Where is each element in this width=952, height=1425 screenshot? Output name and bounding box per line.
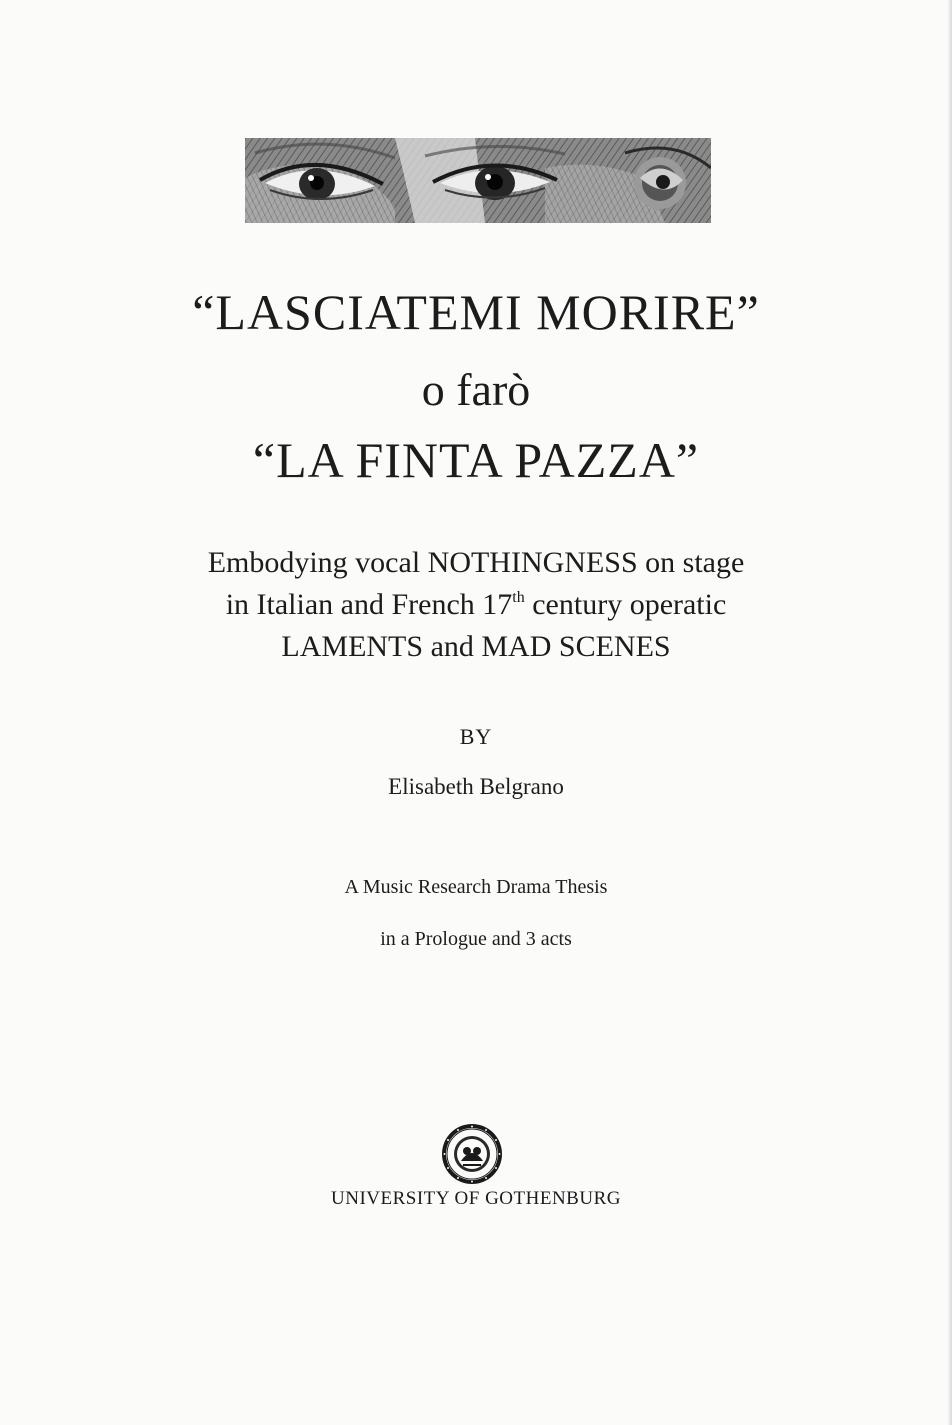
thesis-description-line-2: in a Prologue and 3 acts: [380, 928, 572, 950]
subtitle-line-2: [0, 584, 952, 626]
subtitle-line-2-pre: in Italian and French 17: [225, 588, 513, 621]
subtitle: [0, 542, 952, 668]
page-edge-shadow: [948, 0, 952, 1425]
title-line-3: “LA FINTA PAZZA”: [252, 432, 700, 488]
thesis-description-line-1: A Music Research Drama Thesis: [344, 876, 608, 898]
subtitle-line-3: LAMENTS and MAD SCENES: [281, 630, 671, 663]
subtitle-line-1: Embodying vocal NOTHINGNESS on stage: [207, 546, 745, 579]
author-name: Elisabeth Belgrano: [388, 774, 564, 799]
by-label: BY: [459, 724, 493, 749]
eyes-painting-image: [245, 138, 711, 223]
subtitle-line-2-post: century operatic: [524, 588, 727, 621]
subtitle-line-2-sup: th: [512, 589, 525, 606]
title-line-1: “LASCIATEMI MORIRE”: [192, 284, 760, 340]
university-name: UNIVERSITY OF GOTHENBURG: [331, 1188, 621, 1209]
university-seal-logo: [441, 1123, 503, 1185]
title-line-2: o farò: [421, 364, 531, 415]
